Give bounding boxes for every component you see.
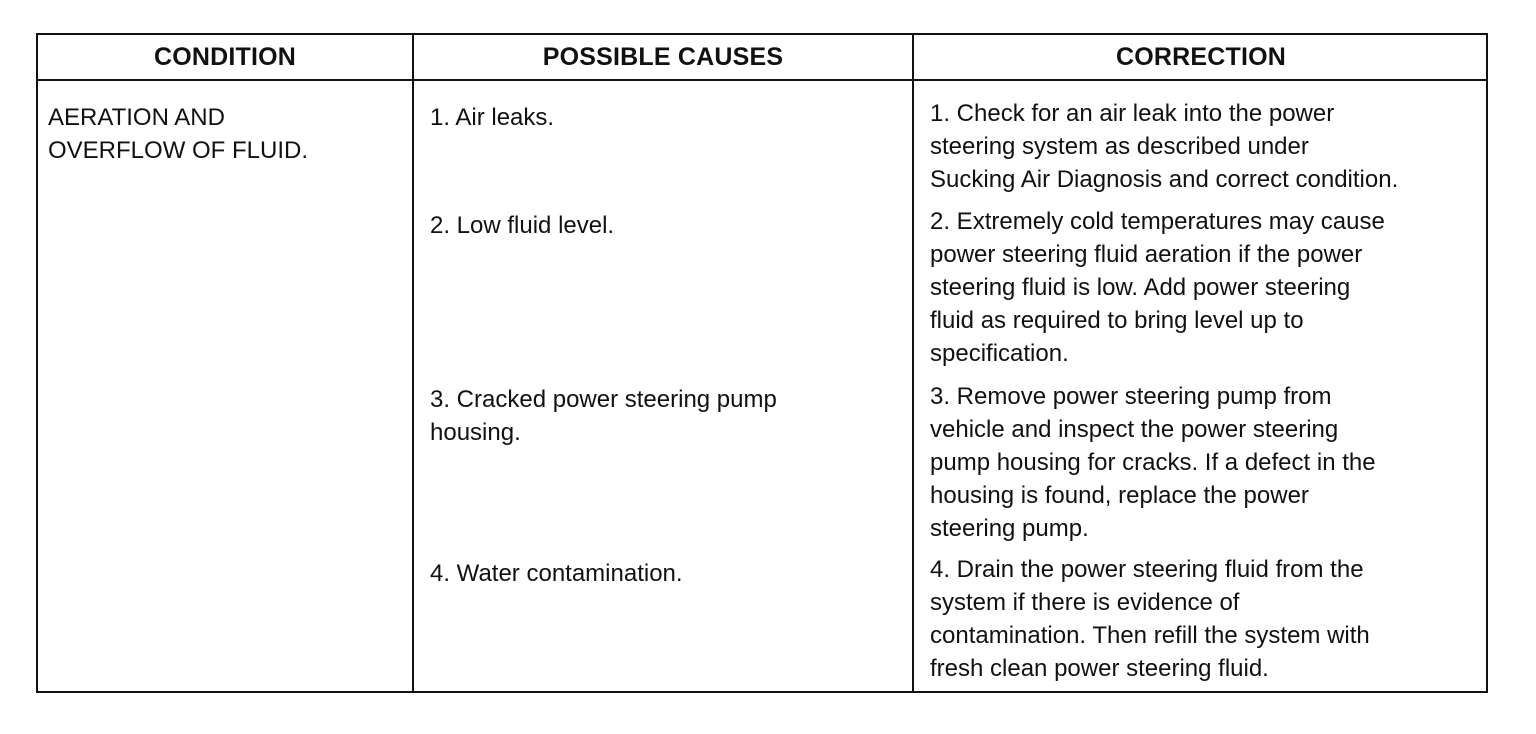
condition-text: AERATION AND OVERFLOW OF FLUID. <box>48 104 309 164</box>
header-possible-causes: POSSIBLE CAUSES <box>542 42 784 71</box>
column-divider <box>412 35 414 691</box>
cause-4: 4. Water contamination. <box>430 560 683 587</box>
cause-3: 3. Cracked power steering pump housing. <box>430 386 777 446</box>
correction-2: 2. Extremely cold temperatures may cause power steering fluid aeration if the power steering fluid is low. Add power steering fluid as required to bring level up to specification. <box>930 208 1385 367</box>
header-correction: CORRECTION <box>1115 42 1287 71</box>
correction-3: 3. Remove power steering pump from vehicle and inspect the power steering pump housing for cracks. If a defect in the housing is found, replace the power steering pump. <box>930 383 1376 542</box>
cause-1: 1. Air leaks. <box>430 104 555 131</box>
diagnosis-table <box>36 33 1488 693</box>
header-condition: CONDITION <box>153 42 297 71</box>
cause-2: 2. Low fluid level. <box>430 212 615 239</box>
column-divider <box>912 35 914 691</box>
correction-4: 4. Drain the power steering fluid from the system if there is evidence of contamination. Then refill the system with fresh clean power steering fluid. <box>930 556 1370 682</box>
correction-1: 1. Check for an air leak into the power steering system as described under Sucking Air Diagnosis and correct condition. <box>930 100 1399 193</box>
header-divider <box>38 79 1486 81</box>
